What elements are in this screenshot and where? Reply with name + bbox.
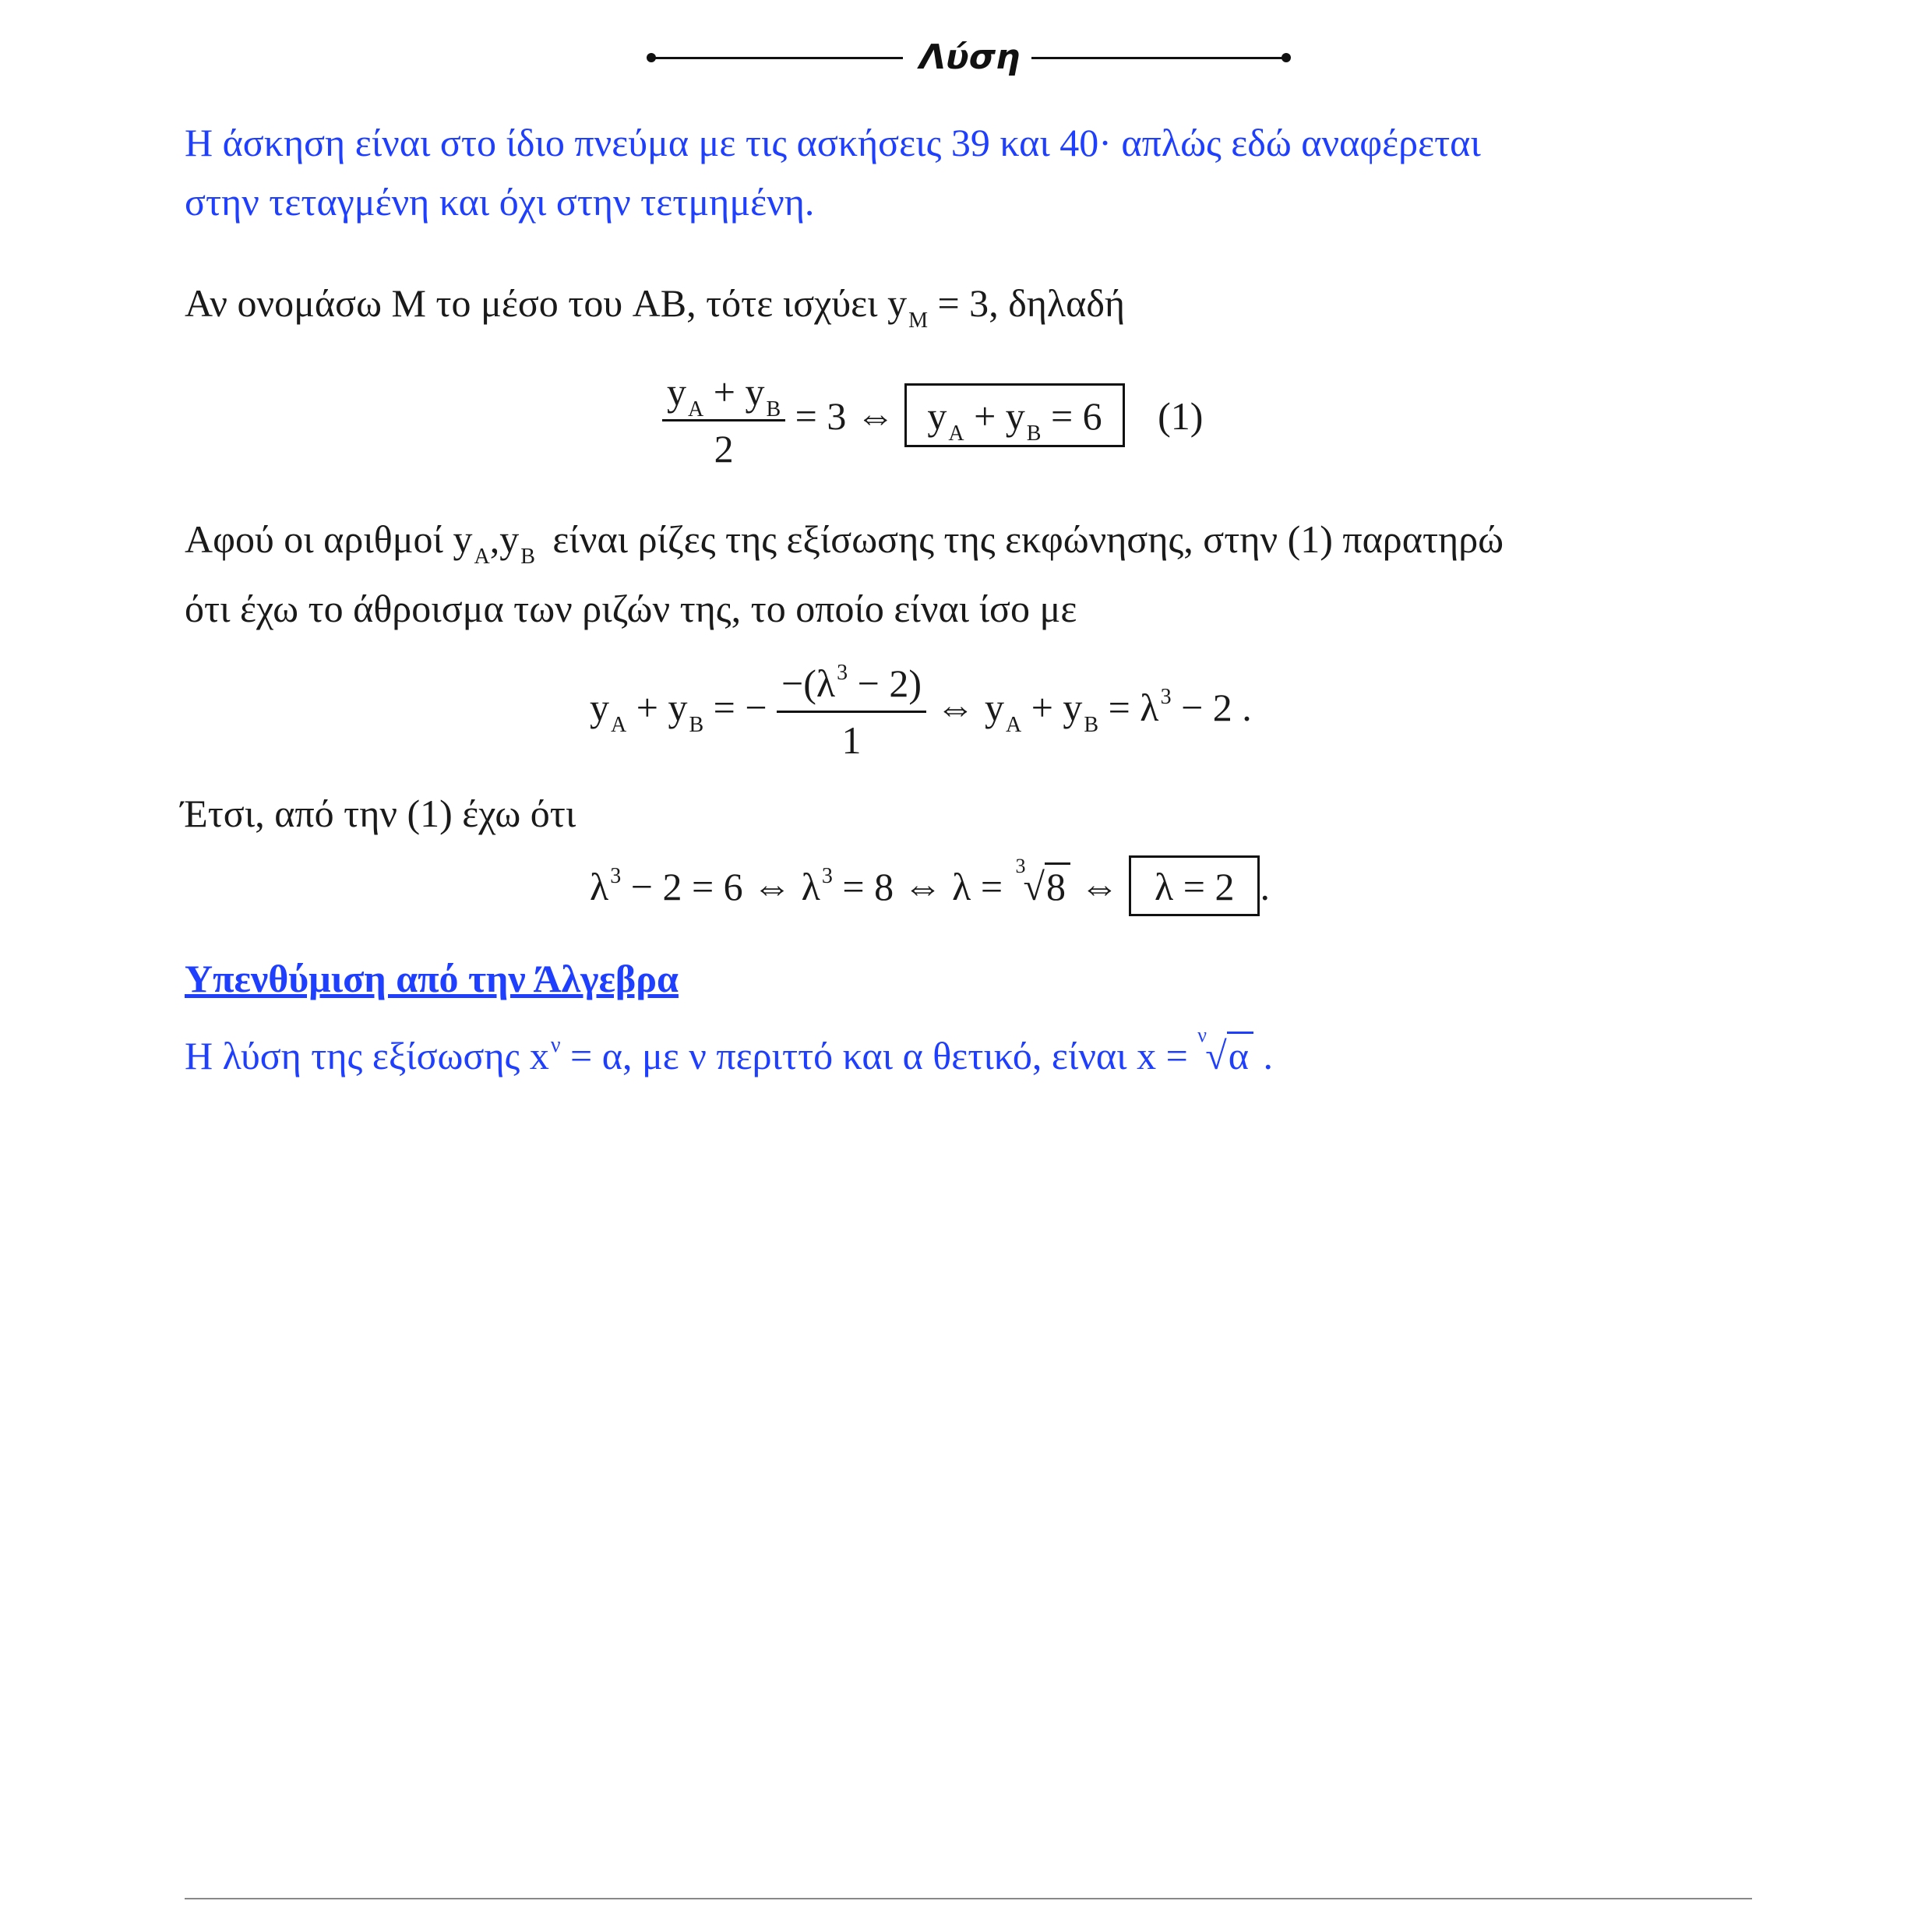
- root-index: 3: [1015, 855, 1026, 877]
- subscript-b: B: [1026, 421, 1042, 446]
- equals-six: = 6: [1050, 393, 1102, 438]
- ya-yb-list: [453, 517, 545, 569]
- fraction-2-numerator: [777, 661, 926, 713]
- subscript-b: B: [766, 397, 781, 421]
- equals-alpha: = α: [570, 1034, 622, 1077]
- fraction-1: [662, 370, 785, 471]
- intro-line-2: στην τεταγμένη και όχι στην τετμημένη.: [185, 180, 815, 224]
- y-var: y: [453, 517, 473, 561]
- equation-label-1: (1): [1158, 393, 1204, 438]
- fraction-1-denominator: 2: [714, 427, 734, 471]
- step1-text: [185, 281, 1126, 333]
- footer-rule: [185, 1898, 1752, 1899]
- y-var: y: [1063, 685, 1083, 729]
- exponent-3: 3: [1160, 684, 1172, 709]
- equation-2: [590, 661, 1252, 762]
- period: .: [1263, 1034, 1273, 1077]
- step1-text-before: Αν ονομάσω M το μέσο του AB, τότε ισχύει: [185, 281, 878, 325]
- step2-text-before: Αφού οι αριθμοί: [185, 517, 443, 561]
- subscript-m: M: [908, 309, 928, 333]
- cube-root-8: [1015, 855, 1070, 908]
- eq3-part-1: − 2 = 6 ⇔: [630, 865, 792, 908]
- boxed-result-2: λ = 2: [1129, 855, 1260, 916]
- iff-symbol: ⇔: [936, 685, 975, 729]
- minus-two-period: − 2 .: [1181, 685, 1252, 729]
- equals-minus: = −: [713, 685, 767, 729]
- y-var: y: [1005, 393, 1025, 438]
- lambda-var: λ: [801, 865, 820, 908]
- subscript-a: A: [474, 545, 490, 569]
- subscript-a: A: [948, 421, 964, 446]
- radical-sign: √: [1023, 865, 1045, 908]
- exponent-3: 3: [610, 864, 622, 888]
- y-var: y: [668, 685, 688, 729]
- header-title: Λύση: [919, 37, 1021, 77]
- step1-text-after: , δηλαδή: [989, 281, 1126, 325]
- iff-symbol: ⇔: [1080, 865, 1119, 908]
- radical-sign: √: [1205, 1034, 1227, 1077]
- x-var: x: [529, 1034, 549, 1077]
- subscript-b: B: [1084, 712, 1099, 737]
- header-right-rule: [1031, 57, 1285, 59]
- y-var: y: [590, 685, 609, 729]
- subscript-a: A: [611, 712, 627, 737]
- equation-1: [662, 370, 1204, 471]
- y-var: y: [887, 281, 908, 325]
- lambda-var: λ: [590, 865, 609, 908]
- eq3-part-2: = 8 ⇔ λ =: [842, 865, 1003, 908]
- section-header: [0, 34, 1932, 81]
- step3-text: Έτσι, από την (1) έχω ότι: [181, 792, 576, 835]
- equation-3: [590, 855, 1270, 916]
- period: .: [1260, 865, 1270, 908]
- y-m-math: [887, 281, 989, 333]
- nth-root-alpha: [1197, 1024, 1253, 1077]
- fraction-1-numerator: [662, 372, 785, 421]
- step2-line-2: ότι έχω το άθροισμα των ριζών της, το οποίο είναι ίσο με: [185, 587, 1077, 630]
- exponent-3: 3: [821, 864, 833, 888]
- subscript-a: A: [1005, 712, 1022, 737]
- y-var: y: [667, 370, 686, 414]
- subscript-b: B: [520, 545, 535, 569]
- header-right-dot: [1282, 53, 1291, 62]
- y-var: y: [927, 393, 947, 438]
- plus-sign: +: [974, 393, 996, 438]
- y-var: y: [499, 517, 520, 561]
- reminder-heading: Υπενθύμιση από την Άλγεβρα: [185, 957, 679, 1000]
- subscript-a: A: [688, 397, 704, 421]
- reminder-text-before: Η λύση της εξίσωσης: [185, 1034, 520, 1077]
- fraction-2: [777, 661, 926, 762]
- exponent-3: 3: [837, 661, 848, 685]
- exponent-nu: ν: [550, 1033, 561, 1057]
- header-left-rule: [649, 57, 903, 59]
- step2-text-after: είναι ρίζες της εξίσωσης της εκφώνησης, στην (1) παρατηρώ: [552, 517, 1504, 561]
- radicand: 8: [1045, 862, 1070, 908]
- y-var: y: [984, 685, 1004, 729]
- minus-two-close: − 2): [857, 661, 922, 705]
- reminder-text-middle: , με ν περιττό και α θετικό, είναι: [622, 1034, 1127, 1077]
- x-equals: x =: [1137, 1034, 1188, 1077]
- equals-lambda: = λ: [1108, 685, 1159, 729]
- intro-line-1: Η άσκηση είναι στο ίδιο πνεύμα με τις ασκήσεις 39 και 40· απλώς εδώ αναφέρεται: [185, 121, 1481, 164]
- radicand: α: [1227, 1032, 1253, 1077]
- plus-sign: +: [1031, 685, 1053, 729]
- eq-three: = 3: [937, 281, 989, 325]
- plus-sign: +: [713, 370, 735, 414]
- reminder-text: [185, 1024, 1273, 1077]
- root-index: ν: [1197, 1024, 1208, 1046]
- fraction-2-denominator: 1: [841, 718, 862, 762]
- plus-sign: +: [636, 685, 658, 729]
- minus-open-lambda: −(λ: [781, 661, 836, 705]
- y-var: y: [745, 370, 765, 414]
- subscript-b: B: [689, 712, 704, 737]
- comma: ,: [489, 517, 500, 561]
- boxed-result-1: [904, 383, 1124, 447]
- step2-line-1: [185, 517, 1504, 569]
- equals-three-iff: = 3 ⇔: [795, 393, 895, 438]
